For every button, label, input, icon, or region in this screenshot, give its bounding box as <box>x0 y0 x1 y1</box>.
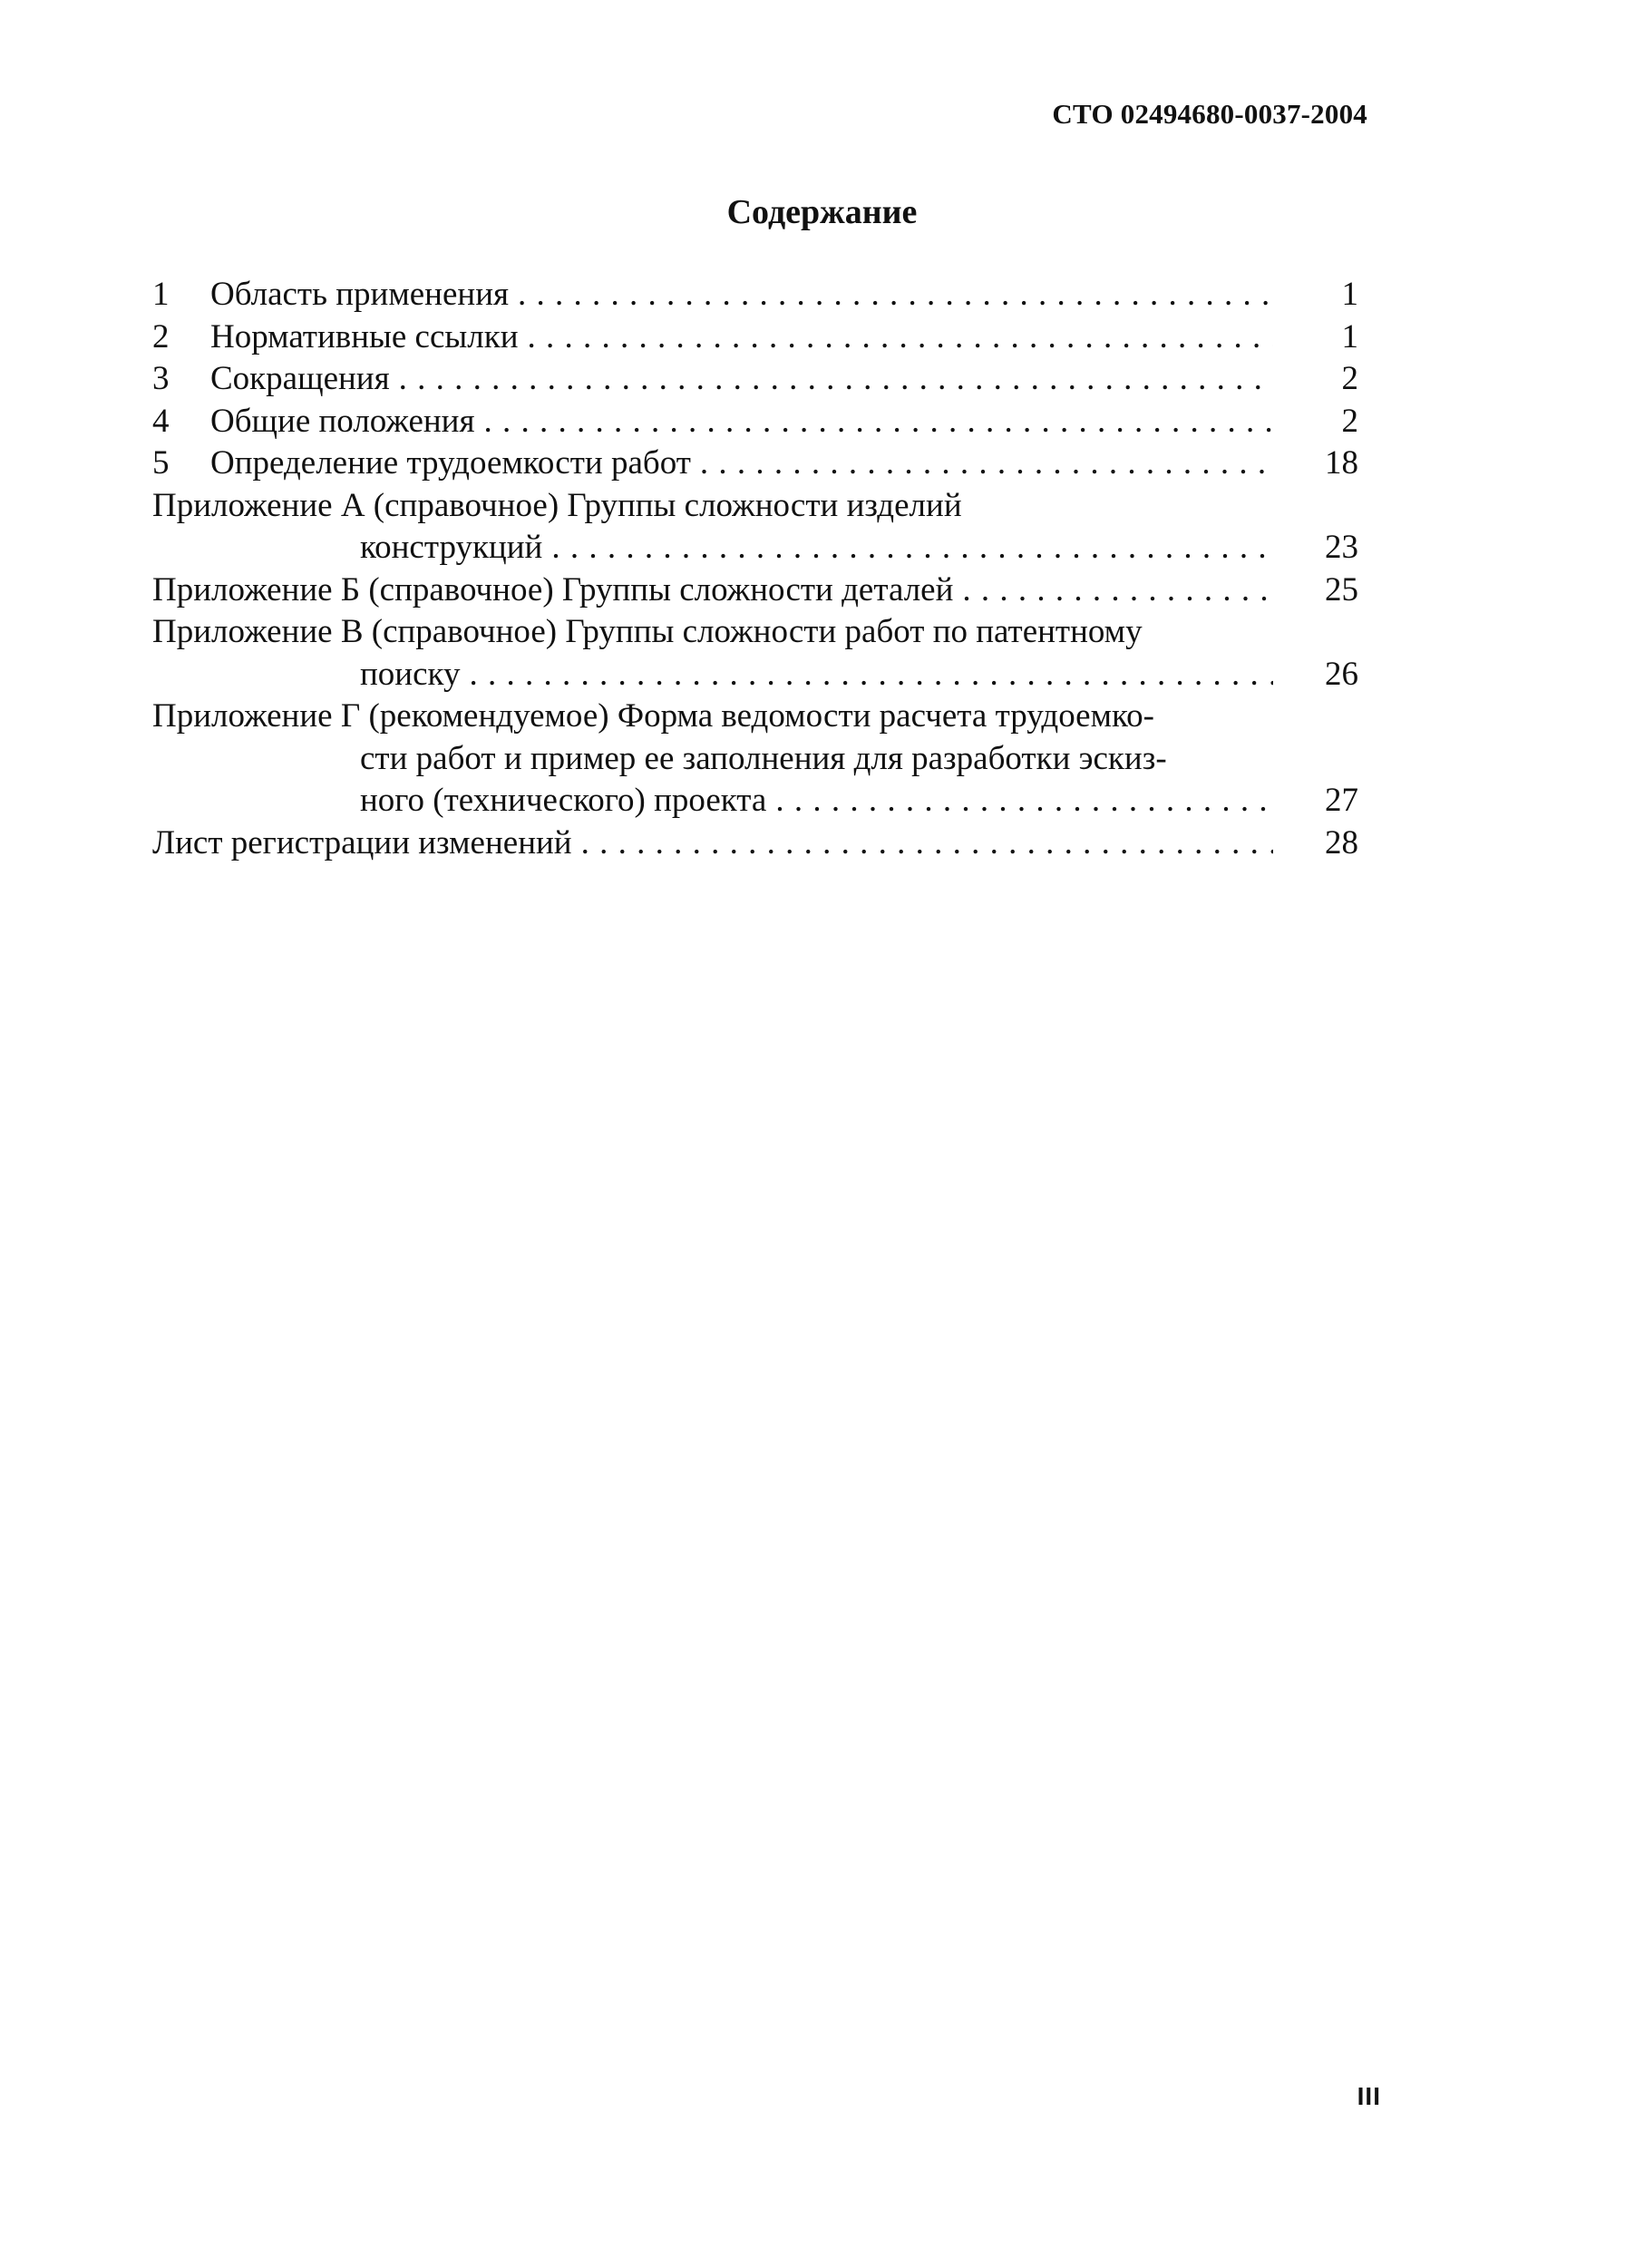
dot-leader <box>775 780 1273 823</box>
toc-entry-title: Область применения <box>210 276 510 313</box>
toc-entry-title: Лист регистрации изменений <box>152 823 572 861</box>
dot-leader <box>469 654 1273 696</box>
dot-leader <box>518 274 1273 316</box>
dot-leader <box>581 823 1273 865</box>
toc-entry-title: Приложение В (справочное) Группы сложности работ по патентному <box>152 613 1143 650</box>
toc-entry[interactable] <box>152 611 1358 696</box>
toc-entry-number: 1 <box>152 276 170 313</box>
toc-entry-number: 3 <box>152 360 170 397</box>
toc-entry[interactable] <box>152 358 1358 401</box>
toc-entry-title: Приложение Г (рекомендуемое) Форма ведомости расчета трудоемко- <box>152 697 1154 735</box>
toc-entry-page: 1 <box>1341 276 1358 313</box>
toc-entry-title: поиску <box>360 655 461 693</box>
dot-leader <box>551 527 1273 569</box>
toc-entry-title: Нормативные ссылки <box>210 317 519 355</box>
toc-entry[interactable] <box>152 316 1358 359</box>
toc-entry-page: 28 <box>1325 823 1358 861</box>
toc-entry-number: 5 <box>152 444 170 482</box>
dot-leader <box>528 316 1273 359</box>
toc-entry[interactable] <box>152 569 1358 612</box>
toc-entry-page: 2 <box>1341 360 1358 397</box>
toc-entry[interactable] <box>152 401 1358 443</box>
toc-entry[interactable] <box>152 485 1358 569</box>
dot-leader <box>700 443 1273 485</box>
toc-entry[interactable] <box>152 823 1358 865</box>
toc-entry-page: 25 <box>1325 570 1358 608</box>
toc-heading: Содержание <box>726 193 918 231</box>
toc-entry-page: 18 <box>1325 444 1358 482</box>
toc-entry-page: 2 <box>1341 402 1358 440</box>
toc-entry-number: 2 <box>152 317 170 355</box>
toc-entry[interactable] <box>152 274 1358 316</box>
table-of-contents <box>152 274 1358 864</box>
document-code: СТО 02494680-0037-2004 <box>1052 98 1367 130</box>
dot-leader <box>399 358 1273 401</box>
toc-entry-title: Определение трудоемкости работ <box>210 444 691 482</box>
toc-entry-title: Приложение Б (справочное) Группы сложности деталей <box>152 570 954 608</box>
page-number: III <box>1357 2082 1381 2110</box>
toc-entry-title: Общие положения <box>210 402 475 440</box>
toc-entry-title: сти работ и пример ее заполнения для разработки эскиз- <box>360 739 1167 777</box>
toc-entry-page: 27 <box>1325 782 1358 819</box>
toc-entry-title: ного (технического) проекта <box>360 782 767 819</box>
toc-entry-title: Сокращения <box>210 360 390 397</box>
toc-entry-page: 23 <box>1325 529 1358 566</box>
toc-entry[interactable] <box>152 443 1358 485</box>
toc-entry-title: Приложение А (справочное) Группы сложности изделий <box>152 486 962 524</box>
toc-entry-page: 26 <box>1325 655 1358 693</box>
toc-entry-number: 4 <box>152 402 170 440</box>
toc-entry[interactable] <box>152 696 1358 823</box>
toc-entry-title: конструкций <box>360 529 543 566</box>
toc-entry-page: 1 <box>1341 317 1358 355</box>
dot-leader <box>483 401 1273 443</box>
dot-leader <box>962 569 1273 612</box>
